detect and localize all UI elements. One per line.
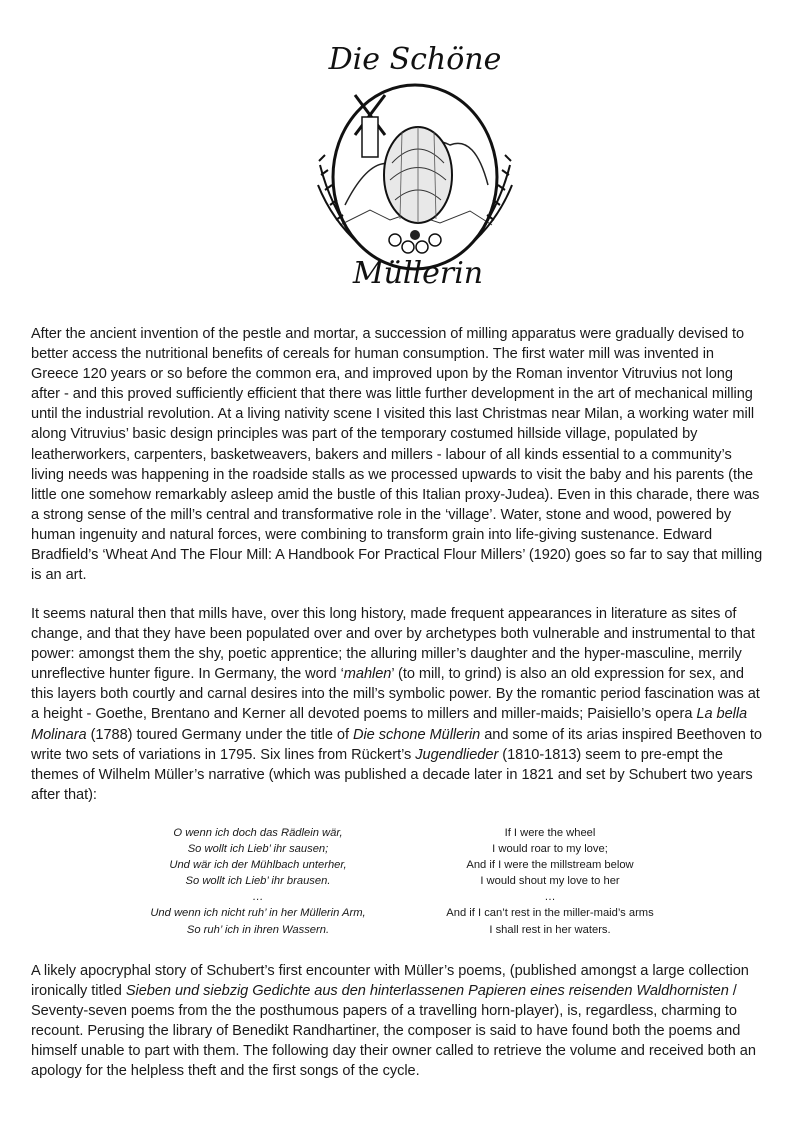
poem-english [400, 825, 700, 938]
poem-english-line: And if I can’t rest in the miller-maid’s arms [446, 907, 654, 920]
poem-german-line: O wenn ich doch das Rädlein wär, [173, 827, 343, 839]
poem-english-line: If I were the wheel [504, 827, 596, 839]
text-run: ’ (to mill, to grind) is also an old expression for sex, and this layers both courtly and carnal desires into the mill’s symbolic power. By the romantic period fascination was at a height - Goethe, Brentano and Kerner all devoted poems to millers and miller-maids; Paisiello’s opera [31, 666, 760, 723]
italic-text-run: mahlen [343, 666, 392, 683]
text-run: (1788) toured Germany under the title of [86, 726, 353, 743]
windmill-icon [355, 95, 385, 157]
poem-english-line: I would roar to my love; [492, 843, 608, 856]
text-run: (1810-1813) seem to pre-empt the themes of Wilhelm Müller’s narrative (which was published a decade later in 1821 and set by Schubert two years after that): [31, 746, 753, 803]
paragraph-mills-in-literature [31, 604, 765, 805]
text-run: After the ancient invention of the pestle and mortar, a succession of milling apparatus were gradually devised to better access the nutritional benefits of cereals for human consumption. The first water mill was invented in Greece 120 years or so before the common era, and improved upon by the Roman inventor Vitruvius not long after - and this proved sufficiently efficient that there was little further development in the art of mechanical milling until the industrial revolution. At a living nativity scene I visited this last Christmas near Milan, a working water mill along Vitruvius’ basic design principles was part of the temporary costumed hillside village, populated by leatherworkers, carpenters, basketweavers, bakers and millers - labour of all kinds essential to a community’s living needs was happening in the roadside stalls as we processed upwards to visit the baby and his parents (the little one somehow remarkably asleep amid the bustle of this Italian proxy-Judea). Even in this charade, there was a strong sense of the mill’s central and transformative role in the ‘village’. Water, stone and wood, powered by human ingenuity and natural forces, were combining to transform grain into life-giving sustenance. Edward Bradfield’s ‘Wheat And The Flour Mill: A Handbook For Practical Flour Millers’ (1920) goes so far to say that milling is an art. [31, 326, 763, 584]
italic-text-run: La bella Molinara [31, 706, 748, 743]
italic-text-run: Jugendlieder [415, 746, 499, 763]
poem-german-line: … [252, 891, 264, 904]
paragraph-milling-history [31, 324, 765, 585]
poem-german-line: So wollt ich Lieb’ ihr brausen. [185, 875, 331, 888]
poem-english-line: I shall rest in her waters. [489, 923, 611, 936]
text-run: It seems natural then that mills have, over this long history, made frequent appearances in literature as sites of change, and that they have been populated over and over by archetypes both vulnerable and instrumental to that power: amongst them the shy, poetic apprentice; the alluring miller’s daughter and the hyper-masculine, merrily unreflective hunter figure. In Germany, the word ‘ [31, 606, 755, 683]
text-run: A likely apocryphal story of Schubert’s first encounter with Müller’s poems, (published amongst a large collection ironically titled [31, 963, 749, 1000]
poem-german-line: Und wenn ich nicht ruh’ in her Müllerin Arm, [150, 907, 366, 920]
poem-german-line: So ruh’ ich in ihren Wassern. [186, 923, 330, 936]
poem-english-line: And if I were the millstream below [466, 859, 634, 872]
text-run: and some of its arias inspired Beethoven to write two sets of variations in 1795. Six lines from Rückert’s [31, 726, 762, 763]
illustration-title-top: Die Schöne [328, 42, 502, 77]
paragraph-schubert-encounter [31, 961, 765, 1082]
wheat-sheaf-right [470, 155, 512, 245]
die-schone-mullerin-illustration [300, 35, 530, 295]
poem-german-line: Und wär ich der Mühlbach unterher, [169, 859, 347, 872]
poem-german [108, 825, 408, 938]
balloon-figure [384, 127, 452, 223]
illustration-title-bottom: Müllerin [352, 256, 484, 291]
poem-german-line: So wollt ich Lieb’ ihr sausen; [187, 843, 329, 856]
flower-garland [389, 230, 441, 253]
italic-text-run: Die schone Müllerin [353, 726, 481, 743]
poem-english-line: … [544, 891, 556, 904]
italic-text-run: Sieben und siebzig Gedichte aus den hinterlassenen Papieren eines reisenden Waldhornisten [125, 983, 729, 1000]
text-run: / Seventy-seven poems from the the posthumous papers of a travelling horn-player), is, regardless, charming to recount. Perusing the library of Benedikt Randhartiner, the composer is said to have found both the poems and himself unable to part with them. The following day their owner called to retrieve the volume and received both an apology for the helpless theft and the first songs of the cycle. [31, 983, 756, 1080]
wheat-sheaf-left [318, 155, 360, 245]
poem-english-line: I would shout my love to her [480, 875, 620, 888]
